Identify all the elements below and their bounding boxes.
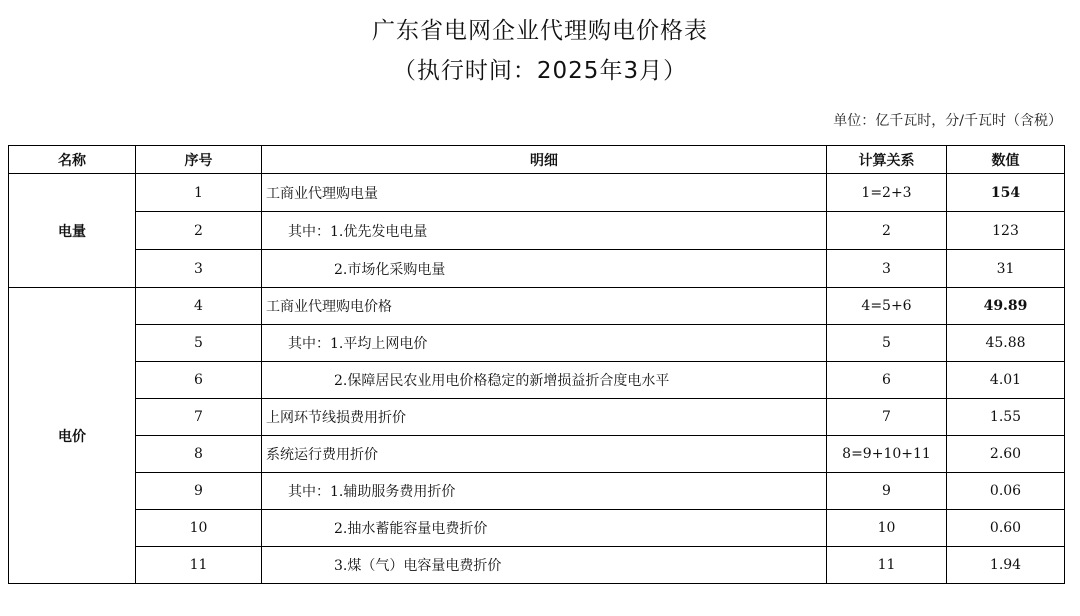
row-detail: 其中：1.优先发电电量 bbox=[262, 212, 827, 250]
table-row bbox=[9, 399, 1065, 436]
table-row bbox=[9, 288, 1065, 325]
row-detail: 2.市场化采购电量 bbox=[262, 250, 827, 288]
row-seq: 4 bbox=[136, 288, 262, 325]
row-calc: 7 bbox=[827, 399, 947, 436]
row-calc: 3 bbox=[827, 250, 947, 288]
document-title: 广东省电网企业代理购电价格表 bbox=[372, 18, 708, 44]
table-row bbox=[9, 510, 1065, 547]
table-row bbox=[9, 436, 1065, 473]
header-calc: 计算关系 bbox=[827, 146, 947, 174]
row-value: 2.60 bbox=[947, 436, 1065, 473]
row-seq: 1 bbox=[136, 174, 262, 212]
table-row bbox=[9, 212, 1065, 250]
row-calc: 10 bbox=[827, 510, 947, 547]
row-detail: 工商业代理购电价格 bbox=[262, 288, 827, 325]
row-value: 31 bbox=[947, 250, 1065, 288]
row-detail: 系统运行费用折价 bbox=[262, 436, 827, 473]
table-row bbox=[9, 362, 1065, 399]
row-value: 1.55 bbox=[947, 399, 1065, 436]
row-calc: 2 bbox=[827, 212, 947, 250]
row-value: 1.94 bbox=[947, 547, 1065, 584]
row-seq: 11 bbox=[136, 547, 262, 584]
row-detail: 工商业代理购电量 bbox=[262, 174, 827, 212]
row-calc: 6 bbox=[827, 362, 947, 399]
row-detail: 其中：1.平均上网电价 bbox=[262, 325, 827, 362]
table-row bbox=[9, 174, 1065, 212]
group-label-price: 电价 bbox=[9, 288, 136, 584]
table-header-row bbox=[9, 146, 1065, 174]
group-label-volume: 电量 bbox=[9, 174, 136, 288]
row-value: 154 bbox=[947, 174, 1065, 212]
price-table bbox=[8, 145, 1065, 584]
row-seq: 9 bbox=[136, 473, 262, 510]
table-row bbox=[9, 250, 1065, 288]
row-seq: 8 bbox=[136, 436, 262, 473]
document-subtitle: （执行时间：2025年3月） bbox=[392, 58, 688, 84]
row-detail: 2.保障居民农业用电价格稳定的新增损益折合度电水平 bbox=[262, 362, 827, 399]
row-detail: 2.抽水蓄能容量电费折价 bbox=[262, 510, 827, 547]
row-calc: 1=2+3 bbox=[827, 174, 947, 212]
row-calc: 11 bbox=[827, 547, 947, 584]
table-row bbox=[9, 473, 1065, 510]
row-seq: 6 bbox=[136, 362, 262, 399]
row-calc: 8=9+10+11 bbox=[827, 436, 947, 473]
table-row bbox=[9, 325, 1065, 362]
row-detail: 上网环节线损费用折价 bbox=[262, 399, 827, 436]
row-seq: 5 bbox=[136, 325, 262, 362]
row-calc: 4=5+6 bbox=[827, 288, 947, 325]
row-value: 4.01 bbox=[947, 362, 1065, 399]
row-seq: 2 bbox=[136, 212, 262, 250]
header-value: 数值 bbox=[947, 146, 1065, 174]
row-calc: 5 bbox=[827, 325, 947, 362]
row-seq: 3 bbox=[136, 250, 262, 288]
row-value: 123 bbox=[947, 212, 1065, 250]
header-name: 名称 bbox=[9, 146, 136, 174]
row-detail: 3.煤（气）电容量电费折价 bbox=[262, 547, 827, 584]
unit-note: 单位：亿千瓦时，分/千瓦时（含税） bbox=[833, 113, 1062, 129]
row-value: 0.60 bbox=[947, 510, 1065, 547]
header-seq: 序号 bbox=[136, 146, 262, 174]
row-value: 0.06 bbox=[947, 473, 1065, 510]
row-seq: 7 bbox=[136, 399, 262, 436]
row-seq: 10 bbox=[136, 510, 262, 547]
row-value: 49.89 bbox=[947, 288, 1065, 325]
row-detail: 其中：1.辅助服务费用折价 bbox=[262, 473, 827, 510]
table-row bbox=[9, 547, 1065, 584]
row-value: 45.88 bbox=[947, 325, 1065, 362]
row-calc: 9 bbox=[827, 473, 947, 510]
header-detail: 明细 bbox=[262, 146, 827, 174]
